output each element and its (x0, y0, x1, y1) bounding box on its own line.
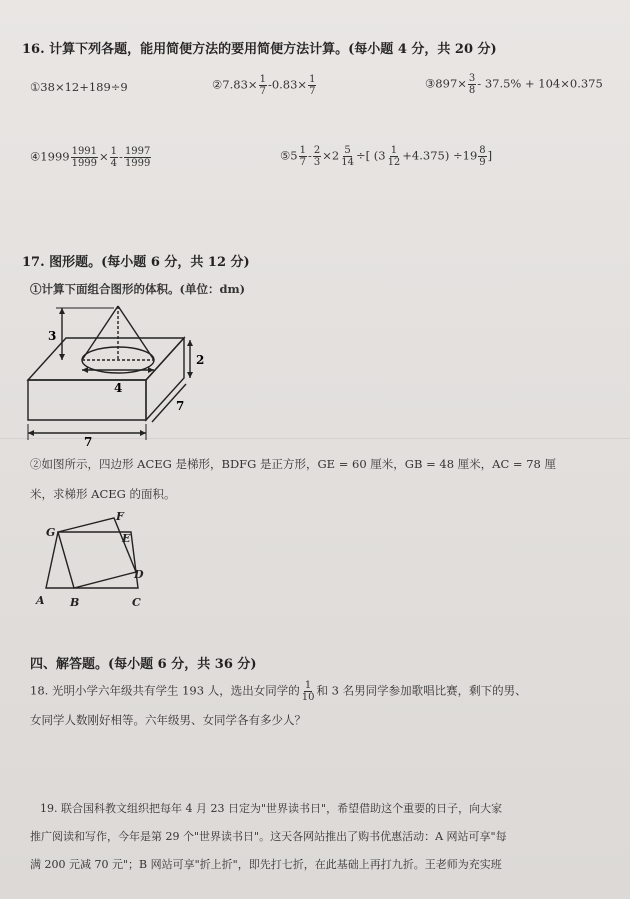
q17-problem-2-line2: 米，求梯形 ACEG 的面积。 (30, 487, 176, 501)
box-height-label: 2 (196, 353, 205, 367)
q16-problem-1: ①38×12+189÷9 (30, 80, 128, 94)
q17-problem-1: ①计算下面组合图形的体积。(单位：dm) (30, 282, 246, 296)
q16-problem-2: ②7.83× $\frac{1}{7}$ -0.83× $\frac{1}{7}$ (212, 74, 316, 97)
q19-line3: 满 200 元减 70 元"；B 网站可享"折上折"，即先打七折，在此基础上再打九折。王老师为充实班 (30, 858, 502, 871)
point-c-label: C (132, 596, 141, 609)
q18-line1: 18. 光明小学六年级共有学生 193 人，选出女同学的 $\frac{1}{10}$ 和 3 名男同学参加歌唱比赛，剩下的男、 (30, 680, 527, 703)
point-e-label: E (122, 532, 131, 545)
section-4-heading: 四、解答题。(每小题 6 分，共 36 分) (30, 657, 257, 672)
trapezoid-square-figure (28, 510, 158, 610)
q16-heading: 16. 计算下列各题，能用简便方法的要用简便方法计算。(每小题 4 分，共 20 分) (22, 42, 497, 57)
point-a-label: A (36, 594, 45, 607)
q19-line1: 19. 联合国科教文组织把每年 4 月 23 日定为"世界读书日"，希望借助这个重要的日子，向大家 (40, 802, 503, 815)
cone-right-edge (118, 306, 154, 360)
q16-problem-5: ⑤5 $\frac{1}{7}$ - $\frac{2}{3}$ ×2 $\frac{5}{14}$ ÷[ (3 $\frac{1}{12}$ +4.375) ÷19 $\frac{8}{9}$ ] (280, 145, 493, 168)
cone-height-label: 3 (48, 329, 57, 343)
q17-problem-2-line1: ②如图所示，四边形 ACEG 是梯形，BDFG 是正方形，GE = 60 厘米，GB = 48 厘米，AC = 78 厘 (30, 457, 557, 471)
point-f-label: F (116, 510, 124, 523)
diameter-label: 4 (114, 381, 123, 395)
q16-problem-4: ④1999 $\frac{1991}{1999}$ × $\frac{1}{4}$ - $\frac{1997}{1999}$ (30, 146, 151, 169)
width-label: 7 (176, 399, 185, 413)
cuboid-front-face (28, 380, 146, 420)
cuboid-top-face (28, 338, 184, 380)
cone-cuboid-figure (20, 298, 220, 448)
q19-line2: 推广阅读和写作，今年是第 29 个"世界读书日"。这天各网站推出了购书优惠活动：A 网站可享"每 (30, 830, 507, 843)
square-bdfg (58, 518, 136, 588)
point-d-label: D (134, 568, 144, 581)
cone-left-edge (82, 306, 118, 360)
q16-problem-3: ③897× $\frac{3}{8}$ - 37.5% + 104×0.375 (425, 73, 603, 96)
length-label: 7 (84, 435, 93, 448)
q18-line2: 女同学人数刚好相等。六年级男、女同学各有多少人？ (30, 713, 306, 727)
point-b-label: B (70, 596, 80, 609)
q17-heading: 17. 图形题。(每小题 6 分，共 12 分) (22, 255, 250, 270)
point-g-label: G (46, 526, 56, 539)
